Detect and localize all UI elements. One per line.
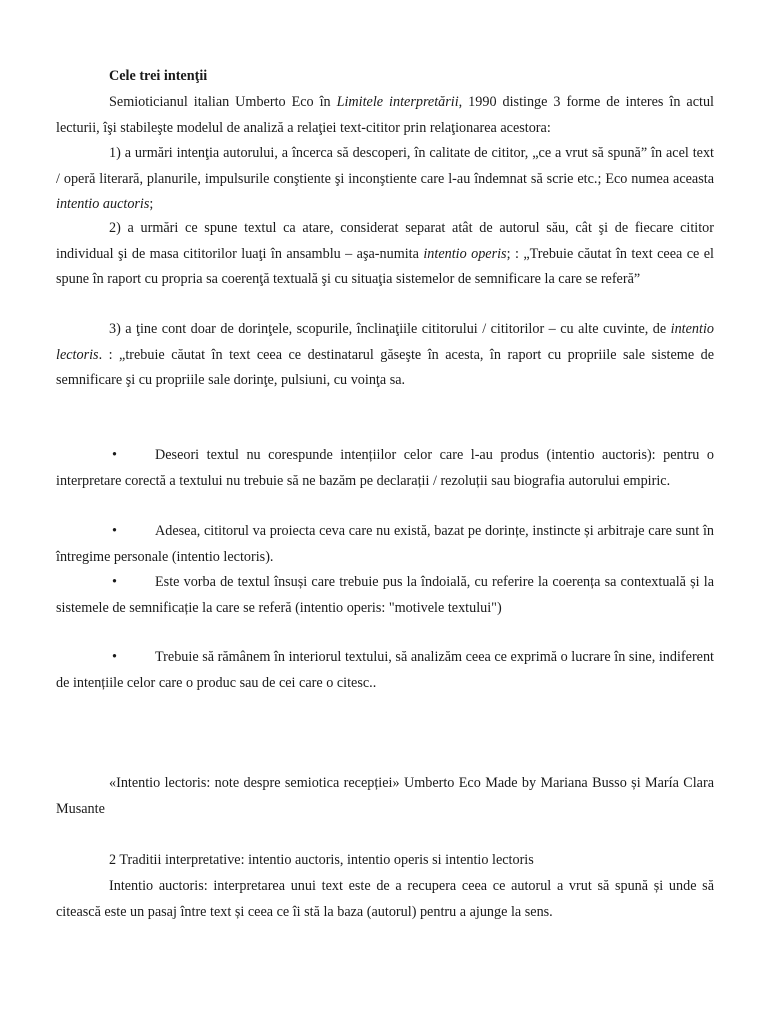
item1-text-a: 1) a urmări intenţia autorului, a încerca să descoperi, în calitate de cititor, „ce a vrut să spună” în acel text / operă literară, planurile, impulsurile conştiente şi inconştiente care l-au îndemnat să scrie etc.; Eco numea aceasta xyxy=(56,145,714,187)
bullet-text: Deseori textul nu corespunde intențiilor celor care l-au produs (intentio auctoris): pentru o interpretare corectă a textului nu trebuie să ne bazăm pe declarații / rezoluții sau biografia autorului empiric. xyxy=(56,447,714,489)
item2-term: intentio operis xyxy=(423,245,507,262)
item1-text-c: ; xyxy=(149,196,154,212)
intro-text-c: , 1990 distinge 3 forme de interes în actul lecturii, îşi stabileşte modelul de analiză a relaţiei text-cititor prin relaţionarea acestora: xyxy=(56,94,714,136)
bullet-item xyxy=(56,645,714,696)
bullet-text: Este vorba de textul însuși care trebuie pus la îndoială, cu referire la coerența sa contextuală și la sistemele de semnificație la care se referă (intentio operis: "motivele textului") xyxy=(56,574,714,616)
bullet-item xyxy=(56,443,714,494)
bullet-icon: • xyxy=(112,447,117,463)
bullet-text: Adesea, cititorul va proiecta ceva care nu există, bazat pe dorințe, instincte și arbitraje care sunt în întregime personale (intentio lectoris). xyxy=(56,523,714,565)
item2-text-a: 2) a urmări ce spune textul ca atare, considerat separat atât de autorul său, cât şi de fiecare cititor individual şi de masa cititorilor luaţi în ansamblu – aşa-numita xyxy=(56,220,714,262)
item1-term: intentio auctoris xyxy=(56,196,150,212)
section-2-heading: 2 Traditii interpretative: intentio auctoris, intentio operis si intentio lectoris xyxy=(109,852,534,868)
intro-book-title: Limitele interpretării xyxy=(336,94,459,110)
bullet-icon: • xyxy=(112,523,117,539)
bullet-text: Trebuie să rămânem în interiorul textului, să analizăm ceea ce exprimă o lucrare în sine, indiferent de intențiile celor care o produc sau de cei care o citesc.. xyxy=(56,649,714,691)
citation-paragraph: «Intentio lectoris: note despre semiotica recepției» Umberto Eco Made by Mariana Busso și María Clara Musante xyxy=(56,775,714,817)
item3-term: intentio lectoris xyxy=(56,321,714,363)
intention-item-1 xyxy=(56,141,714,218)
bullet-icon: • xyxy=(112,574,117,590)
item3-text-a: 3) a ţine cont doar de dorinţele, scopurile, înclinaţiile cititorului / cititorilor – cu alte cuvinte, de xyxy=(109,321,671,337)
item3-text-c: . : „trebuie căutat în text ceea ce destinatarul găseşte în acesta, în raport cu propriile sale sisteme de semnificare şi cu propriile sale dorinţe, pulsiuni, cu voinţa sa. xyxy=(56,346,714,388)
section-title: Cele trei intenţii xyxy=(109,68,208,84)
intro-paragraph xyxy=(56,90,714,141)
intro-text-a: Semioticianul italian Umberto Eco în xyxy=(109,94,337,110)
bullet-item xyxy=(56,519,714,570)
item2-text-c: ; : „Trebuie căutat în text ceea ce el spune în raport cu propria sa coerenţă textuală şi cu situaţia sistemelor de semnificare la care se referă” xyxy=(56,245,714,287)
intention-item-2 xyxy=(56,216,714,293)
intention-item-3 xyxy=(56,317,714,394)
section-2-body: Intentio auctoris: interpretarea unui text este de a recupera ceea ce autorul a vrut să spună și unde să citească este un pasaj între text și ceea ce îi stă la baza (autorul) pentru a ajunge la sens. xyxy=(56,878,714,920)
bullet-icon: • xyxy=(112,649,117,665)
bullet-item xyxy=(56,570,714,621)
